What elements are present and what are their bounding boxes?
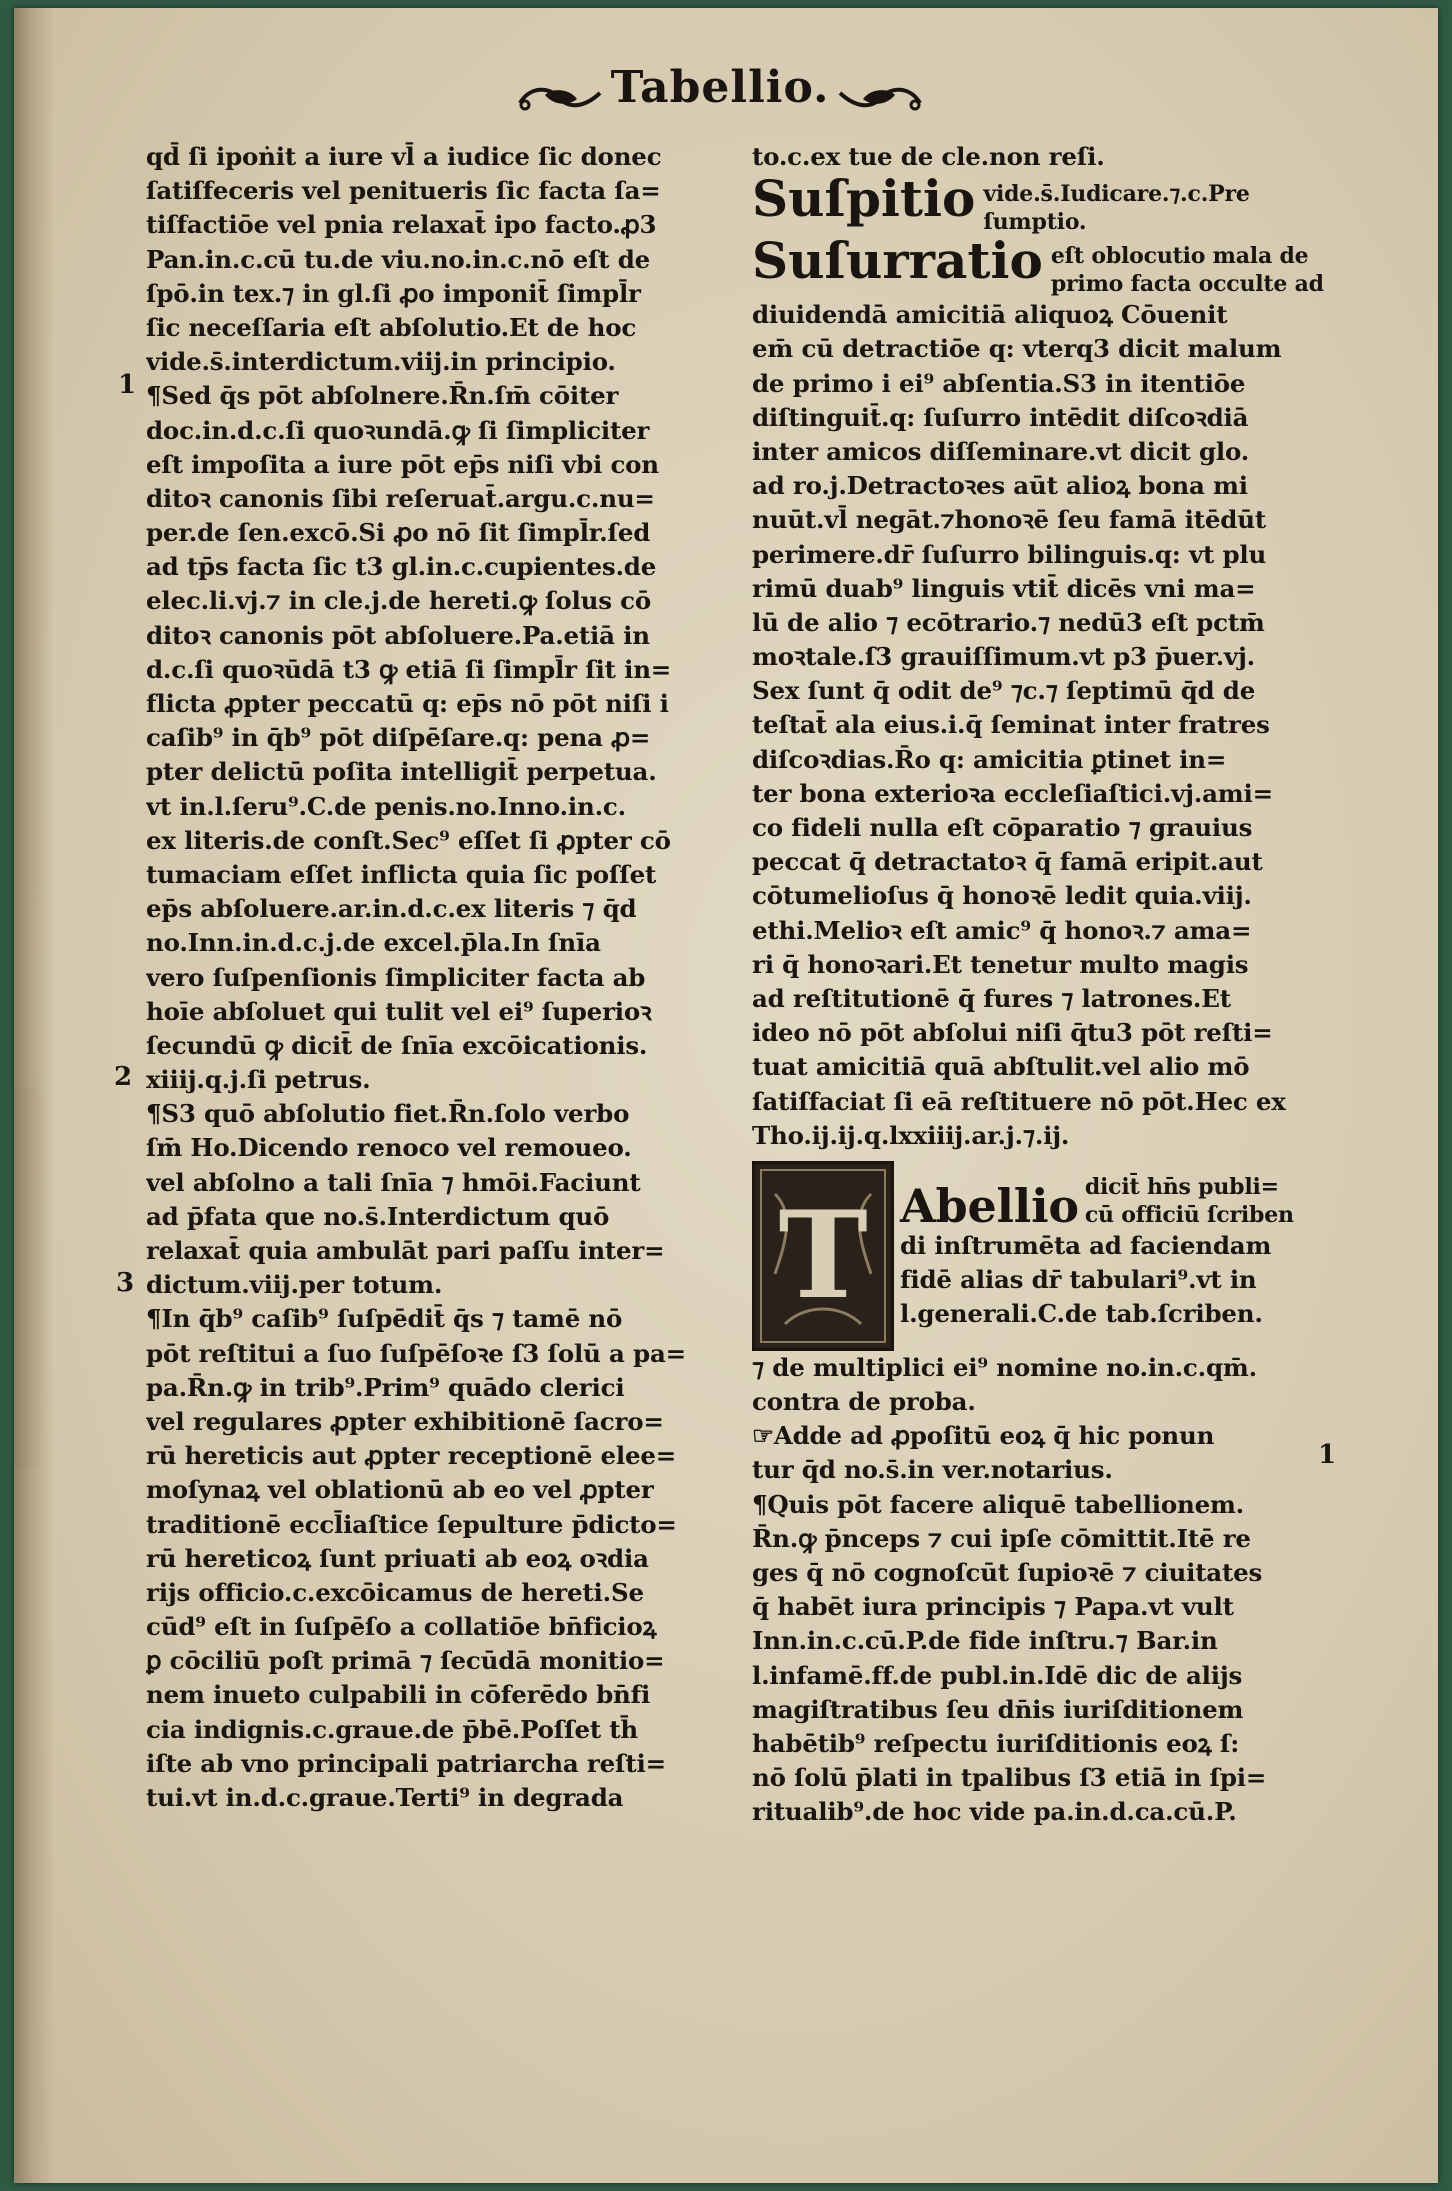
text-line: perimere.dr̄ ſuſurro bilinguis.q: vt plu bbox=[752, 539, 1267, 569]
entry-heading-word: Suſurratio bbox=[752, 231, 1043, 291]
text-line: ad p̄fata que no.s̄.Interdictum quō bbox=[146, 1201, 610, 1231]
text-line: diuidendā amicitiā aliquoꝝ Cōuenit bbox=[752, 300, 1228, 330]
text-line: peccat q̄ detractatoꝛ q̄ famā eripit.aut bbox=[752, 847, 1263, 877]
left-ornament-icon bbox=[515, 81, 605, 115]
text-line: cūd⁹ eſt in ſuſpēſo a collatiōe bn̄ficioꝝ bbox=[146, 1612, 657, 1642]
text-line: ſatiſfaciat ſi eā reſtituere nō pōt.Hec ex bbox=[752, 1086, 1286, 1116]
margin-number: 1 bbox=[1318, 1440, 1337, 1470]
text-line: vel abſolno a tali ſnīa ⁊ hmōi.Faciunt bbox=[146, 1167, 641, 1197]
entry-heading-side bbox=[1043, 236, 1324, 298]
text-line: em̄ cū detractiōe q: vterq3 dicit malum bbox=[752, 334, 1282, 364]
text-line: di inſtrumēta ad faciendam bbox=[900, 1230, 1272, 1260]
text-line: vide.s̄.Iudicare.⁊.c.Pre bbox=[983, 181, 1250, 208]
text-line: tui.vt in.d.c.graue.Terti⁹ in degrada bbox=[146, 1783, 624, 1812]
text-line: no.Inn.in.d.c.j.de excel.p̄la.In ſnīa bbox=[146, 928, 601, 958]
text-line: doc.in.d.c.ſi quoꝛundā.ꝙ ſi ſimpliciter bbox=[146, 415, 650, 445]
text-line: diſtinguit̄.q: ſuſurro intēdit diſcoꝛdiā bbox=[752, 402, 1249, 432]
decorated-initial-t bbox=[752, 1161, 894, 1351]
text-line: ſecundū ꝙ dicit̄ de ſnīa excōicationis. bbox=[146, 1030, 648, 1060]
text-line: elec.li.vj.⁊ in cle.j.de hereti.ꝙ ſolus cō bbox=[146, 586, 652, 616]
text-line: d.c.ſi quoꝛūdā t3 ꝙ etiā ſi ſimpl̄r ſit in= bbox=[146, 654, 672, 684]
text-line: ☞Adde ad ꝓpoſitū eoꝝ q̄ hic ponun bbox=[752, 1421, 1215, 1451]
text-line: habētib⁹ reſpectu iuriſditionis eoꝝ ſ: bbox=[752, 1728, 1240, 1758]
entry-heading-side bbox=[1079, 1173, 1294, 1229]
text-line: vt in.l.ſeru⁹.C.de penis.no.Inno.in.c. bbox=[146, 791, 626, 821]
text-line: nuūt.vl̄ negāt.⁊honoꝛē ſeu famā itēdūt bbox=[752, 505, 1266, 535]
text-line: de primo i ei⁹ abſentia.S3 in itentiōe bbox=[752, 368, 1246, 398]
text-line: rū hereticoꝝ ſunt priuati ab eoꝝ oꝛdia bbox=[146, 1543, 649, 1573]
text-line: ri q̄ honoꝛari.Et tenetur multo magis bbox=[752, 949, 1249, 979]
text-line: pter delictū poſita intelligit̄ perpetua. bbox=[146, 757, 657, 787]
page-fold-mark bbox=[14, 1088, 44, 1468]
text-line: ¶In q̄b⁹ caſib⁹ ſuſpēdit̄ q̄s ⁊ tamē nō bbox=[146, 1304, 623, 1334]
text-line: eſt impoſita a iure pōt ep̄s niſi vbi con bbox=[146, 449, 659, 479]
text-line: cōtumelioſus q̄ honoꝛē ledit quia.viij. bbox=[752, 881, 1252, 911]
text-line: magiſtratibus ſeu dn̄is iuriſditionem bbox=[752, 1694, 1244, 1724]
tabellio-heading-row bbox=[900, 1161, 1294, 1233]
margin-number: 1 bbox=[118, 370, 137, 400]
text-line: ritualib⁹.de hoc vide pa.in.d.ca.cū.P. bbox=[752, 1797, 1237, 1827]
text-line: Inn.in.c.cū.P.de fide inſtru.⁊ Bar.in bbox=[752, 1626, 1218, 1656]
text-line: rijs officio.c.excōicamus de hereti.Se bbox=[146, 1577, 644, 1607]
entry-heading-susurratio bbox=[752, 231, 1324, 298]
text-line: moſynaꝝ vel oblationū ab eo vel ꝓpter bbox=[146, 1475, 654, 1505]
text-line: to.c.ex tue de cle.non reſi. bbox=[752, 142, 1105, 171]
text-line: q̄ habēt iura principis ⁊ Papa.vt vult bbox=[752, 1592, 1234, 1622]
text-line: per.de ſen.excō.Si ꝓo nō ſit ſimpl̄r.ſed bbox=[146, 518, 651, 548]
text-line: caſib⁹ in q̄b⁹ pōt diſpēſare.q: pena ꝓ= bbox=[146, 723, 651, 753]
entry-heading-suspitio bbox=[752, 169, 1322, 236]
text-line: nem inueto culpabili in cōferēdo bn̄fi bbox=[146, 1680, 651, 1710]
right-ornament-icon bbox=[835, 81, 925, 115]
text-line: pa.R̄n.ꝙ in trib⁹.Prim⁹ quādo clerici bbox=[146, 1372, 625, 1402]
text-line: iſte ab vno principali patriarcha reſti= bbox=[146, 1748, 666, 1778]
margin-number: 3 bbox=[116, 1268, 135, 1298]
text-line: teſtat̄ ala eius.i.q̄ ſeminat inter fratres bbox=[752, 710, 1270, 740]
right-text-column bbox=[752, 140, 1322, 1830]
initial-letter: T bbox=[778, 1184, 868, 1326]
text-line: tur q̄d no.s̄.in ver.notarius. bbox=[752, 1455, 1113, 1485]
text-line: ¶Quis pōt facere aliquē tabellionem. bbox=[752, 1489, 1245, 1519]
text-line: cū officiū ſcriben bbox=[1084, 1201, 1294, 1228]
running-header-title: Tabellio. bbox=[610, 62, 830, 113]
text-line: ep̄s abſoluere.ar.in.d.c.ex literis ⁊ q̄d bbox=[146, 894, 637, 924]
text-line: ditoꝛ canonis pōt abſoluere.Pa.etiā in bbox=[146, 620, 650, 650]
text-line: R̄n.ꝙ p̄nceps ⁊ cui ipſe cōmittit.Itē re bbox=[752, 1523, 1251, 1553]
entry-heading-side bbox=[975, 174, 1249, 236]
text-line: Pan.in.c.cū tu.de viu.no.in.c.nō eſt de bbox=[146, 244, 651, 274]
tabellio-entry bbox=[752, 1161, 1322, 1351]
running-header bbox=[460, 62, 980, 132]
text-line: nō ſolū p̄lati in tpalibus ſ3 etiā in ſpi= bbox=[752, 1763, 1267, 1793]
text-line: ſic neceſſaria eſt abſolutio.Et de hoc bbox=[146, 312, 637, 342]
text-line: primo facta occulte ad bbox=[1050, 271, 1324, 298]
text-line: Sex ſunt q̄ odit de⁹ ⁊c.⁊ ſeptimū q̄d de bbox=[752, 676, 1256, 706]
text-line: qd̄ ſi ipoṅit a iure vl̄ a iudice ſic donec bbox=[146, 142, 662, 171]
text-line: ad ro.j.Detractoꝛes aūt alioꝝ bona mi bbox=[752, 471, 1248, 501]
text-line: ¶S3 quō abſolutio fiet.R̄n.ſolo verbo bbox=[146, 1099, 630, 1129]
text-line: ⁊ de multiplici ei⁹ nomine no.in.c.qm̄. bbox=[752, 1352, 1257, 1382]
text-line: contra de proba. bbox=[752, 1387, 976, 1417]
text-line: l.generali.C.de tab.ſcriben. bbox=[900, 1299, 1263, 1329]
text-line: vel regulares ꝓpter exhibitionē ſacro= bbox=[146, 1406, 664, 1436]
text-line: ges q̄ nō cognoſcūt ſupioꝛē ⁊ ciuitates bbox=[752, 1558, 1263, 1587]
text-line: cia indignis.c.graue.de p̄bē.Poſſet th̄ bbox=[146, 1714, 639, 1744]
text-line: ſatiſfeceris vel penitueris ſic facta ſa= bbox=[146, 176, 661, 206]
entry-heading-word: Suſpitio bbox=[752, 169, 976, 229]
text-line: pōt reſtitui a ſuo ſuſpēſoꝛe ſ3 ſolū a pa= bbox=[146, 1338, 686, 1368]
text-line: l.infamē.ff.de publ.in.Idē dic de alijs bbox=[752, 1660, 1243, 1690]
text-line: ter bona exterioꝛa eccleſiaſtici.vj.ami= bbox=[752, 778, 1273, 808]
entry-heading-word: Abellio bbox=[900, 1178, 1079, 1233]
text-line: ſpō.in tex.⁊ in gl.ſi ꝓo imponit̄ ſimpl̄r bbox=[146, 278, 641, 308]
left-text-column bbox=[146, 140, 750, 1815]
text-line: vero ſuſpenſionis ſimpliciter facta ab bbox=[146, 962, 646, 992]
text-line: fidē alias dr̄ tabulari⁹.vt in bbox=[900, 1265, 1257, 1295]
margin-number: 2 bbox=[114, 1062, 133, 1092]
text-line: rū hereticis aut ꝓpter receptionē elee= bbox=[146, 1441, 677, 1471]
text-line: ſm̄ Ho.Dicendo renoco vel remoueo. bbox=[146, 1133, 632, 1163]
text-line: relaxat̄ quia ambulāt pari paſſu inter= bbox=[146, 1236, 665, 1265]
text-line: ditoꝛ canonis ſibi reſeruat̄.argu.c.nu= bbox=[146, 483, 655, 513]
text-line: vide.s̄.interdictum.viij.in principio. bbox=[146, 347, 616, 377]
text-line: eſt oblocutio mala de bbox=[1050, 243, 1309, 270]
text-line: rimū duab⁹ linguis vtit̄ dicēs vni ma= bbox=[752, 573, 1256, 603]
text-line: ſumptio. bbox=[983, 209, 1087, 236]
tabellio-entry-lines bbox=[894, 1161, 1294, 1351]
text-line: lū de alio ⁊ ecōtrario.⁊ nedū3 eſt pctm̄ bbox=[752, 607, 1265, 637]
text-line: xiiij.q.j.ſi petrus. bbox=[146, 1065, 371, 1095]
text-line: ex literis.de conſt.Sec⁹ eſſet ſi ꝓpter cō bbox=[146, 825, 671, 855]
text-line: tumaciam eſſet inflicta quia ſic poſſet bbox=[146, 859, 657, 889]
text-line: co fideli nulla eſt cōparatio ⁊ grauius bbox=[752, 813, 1253, 842]
text-line: tiſfactiōe vel pnia relaxat̄ ipo facto.ꝓ3 bbox=[146, 210, 657, 240]
text-line: flicta ꝓpter peccatū q: ep̄s nō pōt niſi i bbox=[146, 689, 669, 718]
text-line: ꝑ cōciliū poſt primā ⁊ ſecūdā monitio= bbox=[146, 1646, 665, 1676]
text-line: dictum.viij.per totum. bbox=[146, 1270, 443, 1300]
text-line: ad reſtitutionē q̄ fures ⁊ latrones.Et bbox=[752, 983, 1231, 1013]
text-line: diſcoꝛdias.R̄o q: amicitia ꝑtinet in= bbox=[752, 744, 1227, 774]
text-line: inter amicos diſſeminare.vt dicit glo. bbox=[752, 436, 1250, 466]
text-line: moꝛtale.ſ3 grauiſſimum.vt p3 p̄uer.vj. bbox=[752, 642, 1255, 672]
text-line: dicit̄ hn̄s publi= bbox=[1084, 1173, 1279, 1200]
text-line: ¶Sed q̄s pōt abſolnere.R̄n.ſm̄ cōiter bbox=[146, 381, 619, 411]
text-line: tuat amicitiā quā abſtulit.vel alio mō bbox=[752, 1052, 1250, 1082]
text-line: ethi.Melioꝛ eſt amic⁹ q̄ honoꝛ.⁊ ama= bbox=[752, 915, 1252, 945]
text-line: Tho.ij.ij.q.lxxiiij.ar.j.⁊.ij. bbox=[752, 1120, 1070, 1150]
text-line: ideo nō pōt abſolui niſi q̄tu3 pōt reſti= bbox=[752, 1018, 1273, 1048]
text-line: traditionē eccl̄iaſtice ſepulture p̄dicto= bbox=[146, 1509, 677, 1539]
text-line: ad tp̄s facta ſic t3 gl.in.c.cupientes.de bbox=[146, 552, 657, 582]
text-line: hoīe abſoluet qui tulit vel ei⁹ ſuperioꝛ bbox=[146, 996, 652, 1026]
